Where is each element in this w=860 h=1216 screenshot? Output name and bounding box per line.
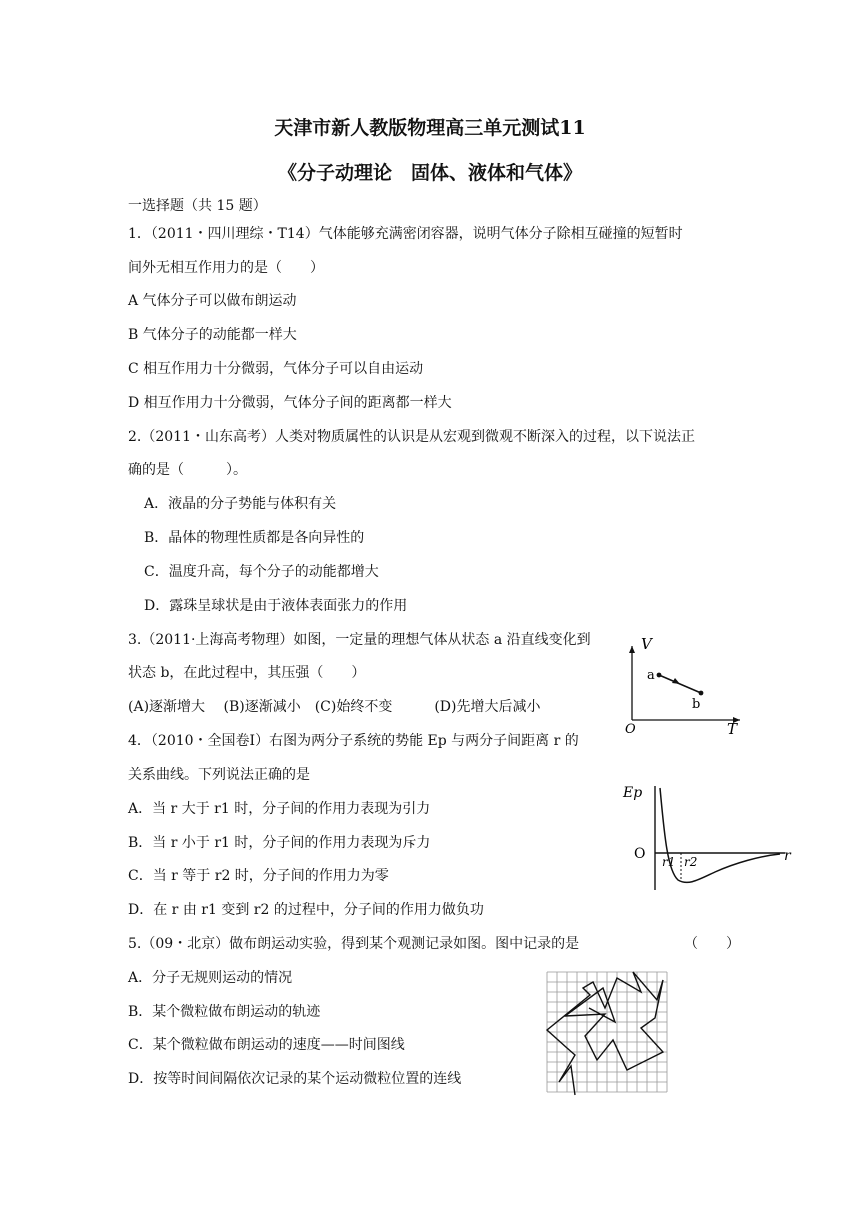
q4-option-a: A．当 r 大于 r1 时，分子间的作用力表现为引力 [128, 801, 431, 817]
q4-axis-ep-label: Ep [623, 785, 643, 801]
q3-axis-v-label: V [641, 636, 652, 653]
q5-answer-bracket: （ ） [684, 936, 740, 952]
q3-vt-graph [620, 636, 750, 736]
q4-r1-label: r1 [662, 855, 676, 869]
q3-direction-arrow-icon [672, 678, 680, 684]
q5-brownian-path [547, 972, 663, 1095]
q5-stem-line1: 5.（09・北京）做布朗运动实验，得到某个观测记录如图。图中记录的是 [128, 936, 580, 952]
q1-option-a: A 气体分子可以做布朗运动 [128, 293, 297, 309]
q3-label-a: a [647, 668, 655, 683]
q3-options: (A)逐渐增大 (B)逐渐减小 (C)始终不变 (D)先增大后减小 [128, 699, 541, 715]
q2-option-b: B．晶体的物理性质都是各向异性的 [144, 530, 365, 546]
q3-origin-label: O [625, 722, 636, 736]
section-heading: 一选择题（共 15 题） [128, 198, 267, 214]
q4-potential-curve [660, 788, 780, 882]
q3-label-b: b [692, 697, 701, 712]
q4-r2-label: r2 [684, 855, 698, 869]
document-subtitle: 《分子动理论 固体、液体和气体》 [277, 162, 582, 184]
q5-option-c: C．某个微粒做布朗运动的速度——时间图线 [128, 1037, 405, 1053]
document-title: 天津市新人教版物理高三单元测试11 [274, 117, 586, 139]
q3-stem-line2: 状态 b，在此过程中，其压强（ ） [128, 665, 366, 681]
q4-origin-label: O [634, 846, 646, 862]
q5-option-d: D．按等时间间隔依次记录的某个运动微粒位置的连线 [128, 1071, 462, 1087]
q4-ep-r-graph [620, 780, 795, 895]
q1-option-b: B 气体分子的动能都一样大 [128, 327, 297, 343]
q2-option-d: D．露珠呈球状是由于液体表面张力的作用 [144, 598, 408, 614]
q2-stem-line2: 确的是（ ）。 [128, 462, 247, 478]
q1-stem-line1: 1．（2011・四川理综・T14）气体能够充满密闭容器，说明气体分子除相互碰撞的短暂时 [128, 226, 683, 242]
q4-stem-line2: 关系曲线。下列说法正确的是 [128, 767, 310, 783]
q1-stem-line2: 间外无相互作用力的是（ ） [128, 260, 324, 276]
q4-option-d: D．在 r 由 r1 变到 r2 的过程中，分子间的作用力做负功 [128, 902, 484, 918]
q5-brownian-grid-figure [545, 970, 670, 1098]
q4-option-c: C．当 r 等于 r2 时，分子间的作用力为零 [128, 868, 389, 884]
q3-stem-line1: 3.（2011·上海高考物理）如图，一定量的理想气体从状态 a 沿直线变化到 [128, 632, 591, 648]
q2-stem-line1: 2.（2011・山东高考）人类对物质属性的认识是从宏观到微观不断深入的过程，以下说法正 [128, 429, 695, 445]
q2-option-c: C．温度升高，每个分子的动能都增大 [144, 564, 379, 580]
q4-axis-r-label: r [784, 848, 791, 864]
q4-stem-line1: 4．（2010・全国卷Ⅰ）右图为两分子系统的势能 Ep 与两分子间距离 r 的 [128, 733, 579, 749]
q3-axis-t-label: T [727, 720, 738, 736]
q5-option-a: A．分子无规则运动的情况 [128, 970, 293, 986]
q3-y-arrow-icon [629, 646, 635, 653]
q3-point-b [699, 691, 704, 696]
q4-option-b: B．当 r 小于 r1 时，分子间的作用力表现为斥力 [128, 835, 431, 851]
q1-option-c: C 相互作用力十分微弱，气体分子可以自由运动 [128, 361, 424, 377]
q2-option-a: A．液晶的分子势能与体积有关 [144, 496, 337, 512]
q5-option-b: B．某个微粒做布朗运动的轨迹 [128, 1004, 321, 1020]
q3-point-a [657, 673, 662, 678]
q1-option-d: D 相互作用力十分微弱，气体分子间的距离都一样大 [128, 395, 452, 411]
